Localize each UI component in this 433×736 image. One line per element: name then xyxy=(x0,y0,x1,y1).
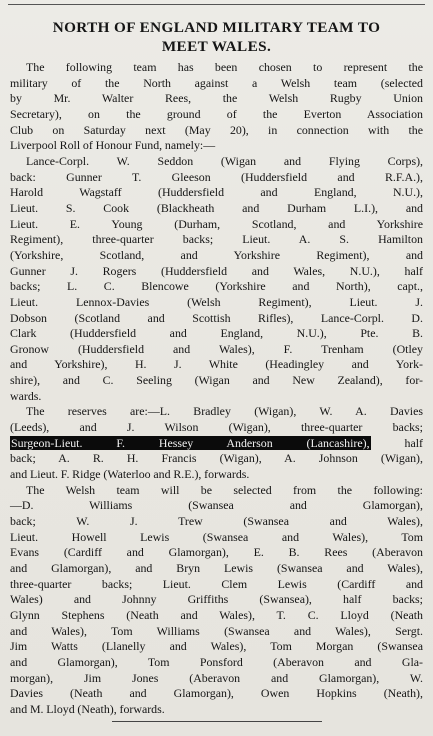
article-line: Club on Saturday next (May 20), in connection with the xyxy=(10,122,423,137)
article-line: by Mr. Walter Rees, the Welsh Rugby Union xyxy=(10,91,423,106)
article-line: backs; L. C. Blencowe (Yorkshire and North), capt., xyxy=(10,279,423,294)
article-line: Clark (Huddersfield and England, N.U.), Pte. B. xyxy=(10,326,423,341)
article-line: Evans (Cardiff and Glamorgan), E. B. Rees (Aberavon xyxy=(10,545,423,560)
article-line: (Yorkshire, Scotland, and Yorkshire Regiment), and xyxy=(10,247,423,262)
article-line: The following team has been chosen to represent the xyxy=(26,60,423,74)
article-line: and Glamorgan), Tom Ponsford (Aberavon and Gla- xyxy=(10,654,423,669)
article-line: Dobson (Scotland and Scottish Rifles), Lance-Corpl. D. xyxy=(10,310,423,325)
article-line: Regiment), three-quarter backs; Lieut. A. S. Hamilton xyxy=(10,232,423,247)
article-line: and Yorkshire), H. J. White (Headingley and York- xyxy=(10,357,423,372)
article-line: Liverpool Roll of Honour Fund, namely:— xyxy=(10,138,216,153)
article-line: Lieut. S. Cook (Blackheath and Durham L.I.), and xyxy=(10,200,423,215)
article-line: and M. Lloyd (Neath), forwards. xyxy=(10,701,165,716)
article-line: wards. xyxy=(10,388,42,403)
article-line: back: Gunner T. Gleeson (Huddersfield and R.F.A.), xyxy=(10,169,423,184)
highlighted-name: Surgeon-Lieut. F. Hessey Anderson (Lancashire), xyxy=(11,435,370,450)
article-line: Lieut. Howell Lewis (Swansea and Wales), Tom xyxy=(10,529,423,544)
article-line: Gunner J. Rogers (Huddersfield and Wales, N.U.), half xyxy=(10,263,423,278)
article-line: (Leeds), and J. Wilson (Wigan), three-quarter backs; xyxy=(10,420,423,435)
article-line: military of the North against a Welsh team (selected xyxy=(10,75,423,90)
article-line: Glynn Stephens (Neath and Wales), T. C. Lloyd (Neath xyxy=(10,607,423,622)
article-line: and Glamorgan), and Bryn Lewis (Swansea and Wales), xyxy=(10,561,423,575)
article-line-highlighted xyxy=(10,436,423,452)
article-line: Jim Watts (Llanelly and Wales), Tom Morgan (Swansea xyxy=(10,639,423,654)
article-line: morgan), Jim Jones (Aberavon and Glamorgan), W. xyxy=(10,670,423,685)
article-line: The reserves are:—L. Bradley (Wigan), W. A. Davies xyxy=(26,404,423,419)
article-line: Lieut. Lennox-Davies (Welsh Regiment), Lieut. J. xyxy=(10,294,423,309)
article-line: Harold Wagstaff (Huddersfield and England, N.U.), xyxy=(10,185,423,200)
headline-line-1: NORTH OF ENGLAND MILITARY TEAM TO xyxy=(52,19,381,36)
headline xyxy=(14,18,419,56)
article-line: Davies (Neath and Glamorgan), Owen Hopkins (Neath), xyxy=(10,686,423,701)
article-line: —D. Williams (Swansea and Glamorgan), xyxy=(10,498,423,513)
article-line: Lance-Corpl. W. Seddon (Wigan and Flying Corps), xyxy=(26,153,423,168)
bottom-rule xyxy=(112,721,322,722)
article-line: back; W. J. Trew (Swansea and Wales), xyxy=(10,514,423,529)
headline-line-2: MEET WALES. xyxy=(161,38,272,55)
article-line: Wales) and Johnny Griffiths (Swansea), half backs; xyxy=(10,592,423,607)
top-rule xyxy=(8,4,425,5)
article-line: Lieut. E. Young (Durham, Scotland, and Yorkshire xyxy=(10,216,423,231)
article-line: and Lieut. F. Ridge (Waterloo and R.E.), forwards. xyxy=(10,467,250,482)
article-line: three-quarter backs; Lieut. Clem Lewis (Cardiff and xyxy=(10,576,423,591)
article-line: The Welsh team will be selected from the following: xyxy=(26,482,423,497)
article-line: back; A. R. H. Francis (Wigan), A. Johnson (Wigan), xyxy=(10,451,423,466)
article-line: Gronow (Huddersfield and Wales), F. Trenham (Otley xyxy=(10,341,423,356)
article-line: and Wales), Tom Williams (Swansea and Wales), Sergt. xyxy=(10,623,423,638)
article-body xyxy=(10,60,423,718)
article-line: shire), and C. Seeling (Wigan and New Zealand), for- xyxy=(10,373,423,388)
article-line: Secretary), on the ground of the Everton Association xyxy=(10,106,423,121)
article-line-tail: half xyxy=(404,435,423,450)
